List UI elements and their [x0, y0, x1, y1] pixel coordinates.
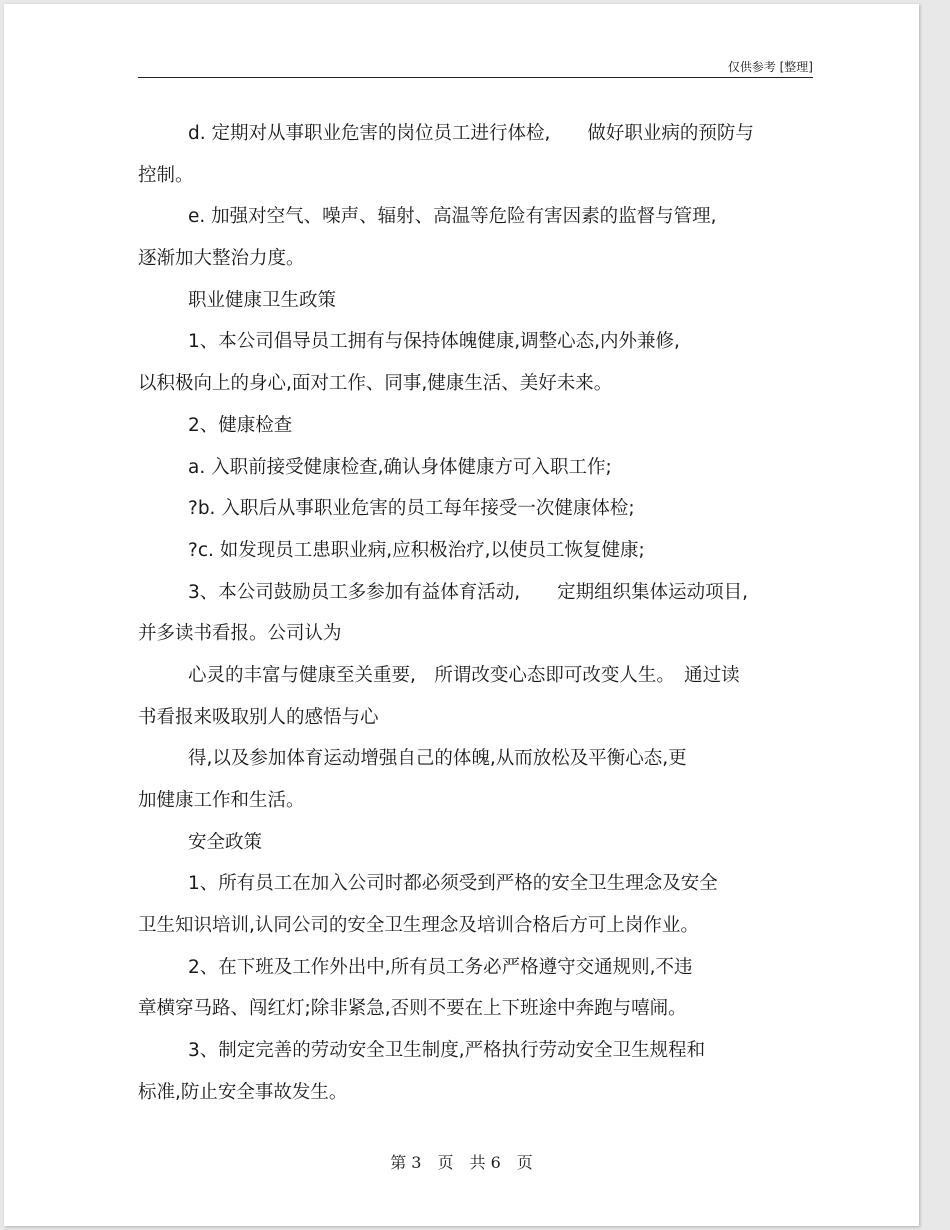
text-line: 1、本公司倡导员工拥有与保持体魄健康,调整心态,内外兼修,	[188, 331, 680, 353]
text-line: a. 入职前接受健康检查,确认身体健康方可入职工作;	[188, 456, 612, 478]
text-line: 3、本公司鼓励员工多参加有益体育活动, 定期组织集体运动项目,	[188, 581, 749, 603]
text-line: ?b. 入职后从事职业危害的员工每年接受一次健康体检;	[188, 498, 635, 520]
text-line: e. 加强对空气、噪声、辐射、高温等危险有害因素的监督与管理,	[188, 206, 717, 228]
header-label: 仅供参考 [整理]	[727, 60, 813, 74]
page-number: 第 3 页 共 6 页	[390, 1153, 533, 1172]
text-line: 卫生知识培训,认同公司的安全卫生理念及培训合格后方可上岗作业。	[138, 915, 699, 937]
section-heading: 安全政策	[188, 831, 263, 853]
page-header	[138, 56, 813, 78]
document-page	[4, 4, 919, 1226]
text-line: 1、所有员工在加入公司时都必须受到严格的安全卫生理念及安全	[188, 873, 718, 895]
text-line: 并多读书看报。公司认为	[138, 623, 342, 645]
section-heading: 职业健康卫生政策	[188, 289, 337, 311]
text-line: 2、在下班及工作外出中,所有员工务必严格遵守交通规则,不违	[188, 956, 693, 978]
text-line: 逐渐加大整治力度。	[138, 248, 305, 270]
document-body	[138, 113, 813, 1114]
text-line: 书看报来吸取别人的感悟与心	[138, 706, 379, 728]
text-line: 加健康工作和生活。	[138, 790, 305, 811]
text-line: d. 定期对从事职业危害的岗位员工进行体检, 做好职业病的预防与	[188, 123, 754, 144]
text-line: 章横穿马路、闯红灯;除非紧急,否则不要在上下班途中奔跑与嘻闹。	[138, 998, 687, 1020]
text-line: 控制。	[138, 164, 194, 186]
text-line: 心灵的丰富与健康至关重要, 所谓改变心态即可改变人生。 通过读	[188, 664, 740, 686]
text-line: 得,以及参加体育运动增强自己的体魄,从而放松及平衡心态,更	[188, 748, 687, 770]
text-line: 3、制定完善的劳动安全卫生制度,严格执行劳动安全卫生规程和	[188, 1040, 706, 1062]
text-line: ?c. 如发现员工患职业病,应积极治疗,以使员工恢复健康;	[188, 539, 645, 561]
text-line: 标准,防止安全事故发生。	[138, 1081, 348, 1103]
text-line: 2、健康检查	[188, 414, 293, 436]
text-line: 以积极向上的身心,面对工作、同事,健康生活、美好未来。	[138, 373, 613, 395]
